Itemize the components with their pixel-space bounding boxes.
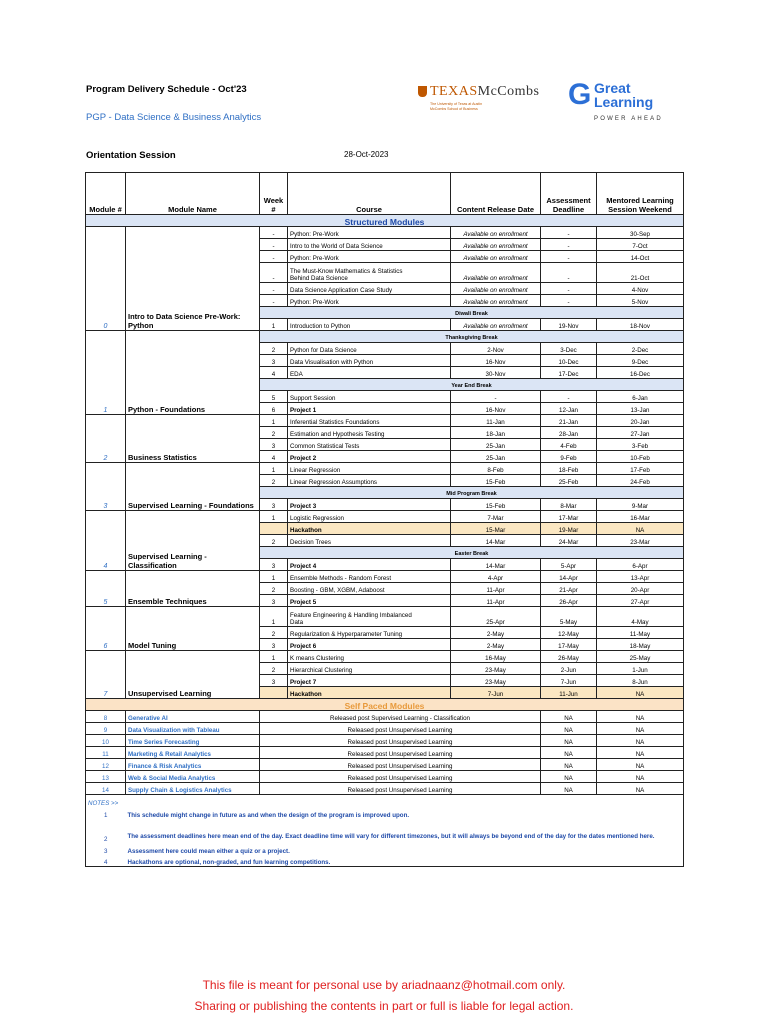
mentored-session-date: 23-Mar: [597, 535, 684, 547]
course-name: [288, 263, 451, 283]
content-release-date: 8-Feb: [451, 463, 541, 475]
week-number: -: [260, 251, 288, 263]
week-number: 1: [260, 571, 288, 583]
module-name: Time Series Forecasting: [126, 735, 260, 747]
mentored-session-date: 6-Jan: [597, 391, 684, 403]
structured-modules-heading: Structured Modules: [86, 215, 684, 227]
mentored-session-date: NA: [597, 771, 684, 783]
mentored-session-date: NA: [597, 687, 684, 699]
module-name: Supervised Learning - Classification: [126, 511, 260, 571]
assessment-deadline: NA: [541, 783, 597, 795]
col-week: Week #: [260, 173, 288, 215]
table-header-row: [86, 173, 684, 215]
course-name: Python: Pre-Work: [288, 227, 451, 239]
mentored-session-date: 9-Dec: [597, 355, 684, 367]
mentored-session-date: 30-Sep: [597, 227, 684, 239]
module-name: Python - Foundations: [126, 331, 260, 415]
content-release-date: Available on enrollment: [451, 251, 541, 263]
mentored-session-date: NA: [597, 735, 684, 747]
texas-small-line1: The University of Texas at Austin: [430, 102, 483, 106]
module-name: Supervised Learning - Foundations: [126, 463, 260, 511]
table-row: [86, 511, 684, 523]
table-row: [86, 735, 684, 747]
footer-notice-line2: Sharing or publishing the contents in part or full is liable for legal action.: [194, 999, 574, 1013]
note-text: Assessment here could mean either a quiz or a project.: [126, 843, 684, 855]
content-release-date: 30-Nov: [451, 367, 541, 379]
col-mentored-session: Mentored Learning Session Weekend: [597, 173, 684, 215]
texas-small-line2: McCombs School of Business: [430, 107, 478, 111]
release-note: Released post Unsupervised Learning: [260, 783, 541, 795]
course-name: Estimation and Hypothesis Testing: [288, 427, 451, 439]
assessment-deadline: 19-Mar: [541, 523, 597, 535]
course-name: Ensemble Methods - Random Forest: [288, 571, 451, 583]
content-release-date: 25-Apr: [451, 607, 541, 627]
course-name: Common Statistical Tests: [288, 439, 451, 451]
great-learning-logo: [568, 78, 678, 126]
course-name: Linear Regression: [288, 463, 451, 475]
col-course: Course: [288, 173, 451, 215]
mentored-session-date: NA: [597, 783, 684, 795]
week-number: -: [260, 295, 288, 307]
week-number: 2: [260, 475, 288, 487]
week-number: 5: [260, 391, 288, 403]
content-release-date: 4-Apr: [451, 571, 541, 583]
mentored-session-date: NA: [597, 759, 684, 771]
course-name: Python: Pre-Work: [288, 251, 451, 263]
course-name: Data Science Application Case Study: [288, 283, 451, 295]
module-name: Generative AI: [126, 711, 260, 723]
assessment-deadline: 7-Jun: [541, 675, 597, 687]
course-name: Regularization & Hyperparameter Tuning: [288, 627, 451, 639]
note-number: 2: [86, 819, 126, 843]
week-number: 1: [260, 651, 288, 663]
break-label: Thanksgiving Break: [260, 331, 684, 343]
course-name: Python: Pre-Work: [288, 295, 451, 307]
week-number: -: [260, 239, 288, 251]
module-name: Unsupervised Learning: [126, 651, 260, 699]
great-learning-tagline: POWER AHEAD: [594, 116, 663, 122]
assessment-deadline: 24-Mar: [541, 535, 597, 547]
week-number: 2: [260, 583, 288, 595]
assessment-deadline: 8-Mar: [541, 499, 597, 511]
table-row: [86, 331, 684, 343]
texas-shield-icon: [418, 86, 427, 97]
assessment-deadline: 18-Feb: [541, 463, 597, 475]
assessment-deadline: NA: [541, 771, 597, 783]
release-note: Released post Supervised Learning - Classification: [260, 711, 541, 723]
mentored-session-date: NA: [597, 711, 684, 723]
mentored-session-date: 11-May: [597, 627, 684, 639]
mentored-session-date: 27-Apr: [597, 595, 684, 607]
assessment-deadline: 26-May: [541, 651, 597, 663]
mentored-session-date: 4-Nov: [597, 283, 684, 295]
assessment-deadline: 17-Dec: [541, 367, 597, 379]
content-release-date: 16-May: [451, 651, 541, 663]
assessment-deadline: 17-Mar: [541, 511, 597, 523]
content-release-date: Available on enrollment: [451, 295, 541, 307]
note-item: [86, 819, 684, 843]
week-number: [260, 687, 288, 699]
texas-word: TEXAS: [430, 84, 478, 99]
course-name-line2: Data: [290, 619, 304, 626]
table-row: [86, 415, 684, 427]
mentored-session-date: 20-Jan: [597, 415, 684, 427]
assessment-deadline: 5-May: [541, 607, 597, 627]
release-note: Released post Unsupervised Learning: [260, 735, 541, 747]
mentored-session-date: 13-Jan: [597, 403, 684, 415]
content-release-date: 25-Jan: [451, 451, 541, 463]
note-text: This schedule might change in future as and when the design of the program is improved upon.: [126, 807, 684, 819]
assessment-deadline: 17-May: [541, 639, 597, 651]
week-number: 4: [260, 451, 288, 463]
mentored-session-date: 9-Mar: [597, 499, 684, 511]
table-row: [86, 759, 684, 771]
module-number: 4: [86, 511, 126, 571]
week-number: 3: [260, 595, 288, 607]
course-name: Support Session: [288, 391, 451, 403]
assessment-deadline: NA: [541, 711, 597, 723]
module-number: 6: [86, 607, 126, 651]
mentored-session-date: 4-May: [597, 607, 684, 627]
table-row: [86, 227, 684, 239]
self-paced-modules-heading: Self Paced Modules: [86, 699, 684, 711]
mentored-session-date: 18-Nov: [597, 319, 684, 331]
week-number: 1: [260, 511, 288, 523]
module-name: Model Tuning: [126, 607, 260, 651]
mentored-session-date: 2-Dec: [597, 343, 684, 355]
course-name: Python for Data Science: [288, 343, 451, 355]
table-row: [86, 747, 684, 759]
mccombs-word: McCombs: [477, 84, 540, 99]
content-release-date: Available on enrollment: [451, 319, 541, 331]
course-name: Linear Regression Assumptions: [288, 475, 451, 487]
assessment-deadline: NA: [541, 735, 597, 747]
assessment-deadline: 21-Apr: [541, 583, 597, 595]
mentored-session-date: 5-Nov: [597, 295, 684, 307]
course-name: EDA: [288, 367, 451, 379]
course-name: [288, 607, 451, 627]
content-release-date: 2-May: [451, 639, 541, 651]
assessment-deadline: -: [541, 295, 597, 307]
release-note: Released post Unsupervised Learning: [260, 759, 541, 771]
content-release-date: 2-May: [451, 627, 541, 639]
course-name: Project 5: [288, 595, 451, 607]
mentored-session-date: 18-May: [597, 639, 684, 651]
week-number: [260, 523, 288, 535]
table-row: [86, 571, 684, 583]
content-release-date: 2-Nov: [451, 343, 541, 355]
footer-notice-line1: This file is meant for personal use by ariadnaanz@hotmail.com only.: [202, 978, 566, 992]
great-learning-wordmark: Great Learning: [594, 80, 654, 110]
mentored-session-date: 7-Oct: [597, 239, 684, 251]
week-number: 3: [260, 355, 288, 367]
course-name: Project 4: [288, 559, 451, 571]
mentored-session-date: 17-Feb: [597, 463, 684, 475]
content-release-date: -: [451, 391, 541, 403]
module-number: 5: [86, 571, 126, 607]
course-name: Project 7: [288, 675, 451, 687]
week-number: 6: [260, 403, 288, 415]
content-release-date: 15-Feb: [451, 499, 541, 511]
content-release-date: 11-Jan: [451, 415, 541, 427]
table-row: [86, 771, 684, 783]
mentored-session-date: 27-Jan: [597, 427, 684, 439]
assessment-deadline: 25-Feb: [541, 475, 597, 487]
assessment-deadline: -: [541, 239, 597, 251]
mentored-session-date: 24-Feb: [597, 475, 684, 487]
break-label: Mid Program Break: [260, 487, 684, 499]
content-release-date: 14-Mar: [451, 559, 541, 571]
release-note: Released post Unsupervised Learning: [260, 747, 541, 759]
notes-label: NOTES >>: [86, 795, 684, 807]
mentored-session-date: 20-Apr: [597, 583, 684, 595]
module-number: 10: [86, 735, 126, 747]
texas-mccombs-logo: [418, 84, 552, 118]
module-number: 11: [86, 747, 126, 759]
content-release-date: Available on enrollment: [451, 263, 541, 283]
module-number: 13: [86, 771, 126, 783]
week-number: 2: [260, 535, 288, 547]
week-number: 2: [260, 343, 288, 355]
module-number: 9: [86, 723, 126, 735]
note-number: 1: [86, 807, 126, 819]
table-row: [86, 463, 684, 475]
col-content-release: Content Release Date: [451, 173, 541, 215]
break-label: Diwali Break: [260, 307, 684, 319]
assessment-deadline: -: [541, 391, 597, 403]
course-name: Boosting - GBM, XGBM, Adaboost: [288, 583, 451, 595]
content-release-date: 18-Jan: [451, 427, 541, 439]
module-number: 3: [86, 463, 126, 511]
week-number: 3: [260, 559, 288, 571]
week-number: -: [260, 263, 288, 283]
course-name: Project 3: [288, 499, 451, 511]
course-name: Project 1: [288, 403, 451, 415]
assessment-deadline: -: [541, 283, 597, 295]
note-number: 4: [86, 855, 126, 867]
assessment-deadline: 28-Jan: [541, 427, 597, 439]
course-name-line1: Feature Engineering & Handling Imbalanced: [290, 612, 412, 619]
content-release-date: 11-Apr: [451, 583, 541, 595]
course-name: Hackathon: [288, 687, 451, 699]
mentored-session-date: 3-Feb: [597, 439, 684, 451]
week-number: 4: [260, 367, 288, 379]
col-module-name: Module Name: [126, 173, 260, 215]
assessment-deadline: NA: [541, 759, 597, 771]
week-number: 3: [260, 439, 288, 451]
break-label: Easter Break: [260, 547, 684, 559]
module-name: Supply Chain & Logistics Analytics: [126, 783, 260, 795]
table-row: [86, 651, 684, 663]
assessment-deadline: NA: [541, 723, 597, 735]
mentored-session-date: 21-Oct: [597, 263, 684, 283]
module-name: Data Visualization with Tableau: [126, 723, 260, 735]
content-release-date: Available on enrollment: [451, 283, 541, 295]
week-number: 1: [260, 415, 288, 427]
course-name: Project 2: [288, 451, 451, 463]
mentored-session-date: 25-May: [597, 651, 684, 663]
content-release-date: 23-May: [451, 663, 541, 675]
course-name-line2: Behind Data Science: [290, 275, 348, 282]
note-item: [86, 843, 684, 855]
assessment-deadline: 19-Nov: [541, 319, 597, 331]
course-name: K means Clustering: [288, 651, 451, 663]
assessment-deadline: 5-Apr: [541, 559, 597, 571]
assessment-deadline: 9-Feb: [541, 451, 597, 463]
course-name: Inferential Statistics Foundations: [288, 415, 451, 427]
release-note: Released post Unsupervised Learning: [260, 771, 541, 783]
assessment-deadline: 3-Dec: [541, 343, 597, 355]
week-number: 2: [260, 663, 288, 675]
mentored-session-date: 10-Feb: [597, 451, 684, 463]
content-release-date: 16-Nov: [451, 403, 541, 415]
mentored-session-date: NA: [597, 747, 684, 759]
week-number: 3: [260, 675, 288, 687]
mentored-session-date: 16-Mar: [597, 511, 684, 523]
assessment-deadline: 2-Jun: [541, 663, 597, 675]
week-number: -: [260, 283, 288, 295]
week-number: 3: [260, 639, 288, 651]
assessment-deadline: 12-May: [541, 627, 597, 639]
break-label: Year End Break: [260, 379, 684, 391]
orientation-date: 28-Oct-2023: [344, 150, 389, 159]
content-release-date: Available on enrollment: [451, 239, 541, 251]
col-assessment-deadline: Assessment Deadline: [541, 173, 597, 215]
assessment-deadline: 11-Jun: [541, 687, 597, 699]
release-note: Released post Unsupervised Learning: [260, 723, 541, 735]
content-release-date: 14-Mar: [451, 535, 541, 547]
content-release-date: 11-Apr: [451, 595, 541, 607]
content-release-date: 15-Feb: [451, 475, 541, 487]
content-release-date: 7-Mar: [451, 511, 541, 523]
note-number: 3: [86, 843, 126, 855]
assessment-deadline: -: [541, 251, 597, 263]
mentored-session-date: NA: [597, 723, 684, 735]
schedule-table: [85, 172, 684, 867]
module-number: 2: [86, 415, 126, 463]
content-release-date: Available on enrollment: [451, 227, 541, 239]
assessment-deadline: 10-Dec: [541, 355, 597, 367]
note-item: [86, 807, 684, 819]
content-release-date: 23-May: [451, 675, 541, 687]
assessment-deadline: 12-Jan: [541, 403, 597, 415]
note-text: The assessment deadlines here mean end of the day. Exact deadline time will vary for different timezones, but it will always be beyond end of the day for the dates mentioned here.: [126, 819, 684, 843]
assessment-deadline: 26-Apr: [541, 595, 597, 607]
module-number: 1: [86, 331, 126, 415]
note-item: [86, 855, 684, 867]
course-name: Intro to the World of Data Science: [288, 239, 451, 251]
week-number: 1: [260, 463, 288, 475]
course-name: Hackathon: [288, 523, 451, 535]
week-number: 3: [260, 499, 288, 511]
module-number: 14: [86, 783, 126, 795]
module-number: 0: [86, 227, 126, 331]
module-number: 8: [86, 711, 126, 723]
table-row: [86, 607, 684, 627]
content-release-date: 7-Jun: [451, 687, 541, 699]
assessment-deadline: 14-Apr: [541, 571, 597, 583]
page-title: Program Delivery Schedule - Oct'23: [86, 84, 247, 95]
table-row: [86, 723, 684, 735]
course-name: Hierarchical Clustering: [288, 663, 451, 675]
week-number: -: [260, 227, 288, 239]
module-name: Marketing & Retail Analytics: [126, 747, 260, 759]
week-number: 2: [260, 427, 288, 439]
week-number: 1: [260, 607, 288, 627]
course-name: Introduction to Python: [288, 319, 451, 331]
orientation-label: Orientation Session: [86, 150, 176, 161]
module-name: Intro to Data Science Pre-Work: Python: [126, 227, 260, 331]
course-name: Project 6: [288, 639, 451, 651]
week-number: 2: [260, 627, 288, 639]
course-name: Logistic Regression: [288, 511, 451, 523]
great-learning-mark-icon: G: [568, 78, 592, 111]
table-row: [86, 783, 684, 795]
assessment-deadline: 4-Feb: [541, 439, 597, 451]
mentored-session-date: 16-Dec: [597, 367, 684, 379]
mentored-session-date: 14-Oct: [597, 251, 684, 263]
table-row: [86, 711, 684, 723]
program-subtitle: PGP - Data Science & Business Analytics: [86, 112, 262, 123]
course-name: Decision Trees: [288, 535, 451, 547]
content-release-date: 16-Nov: [451, 355, 541, 367]
module-number: 7: [86, 651, 126, 699]
module-name: Ensemble Techniques: [126, 571, 260, 607]
mentored-session-date: 8-Jun: [597, 675, 684, 687]
module-name: Business Statistics: [126, 415, 260, 463]
module-name: Web & Social Media Analytics: [126, 771, 260, 783]
mentored-session-date: 6-Apr: [597, 559, 684, 571]
module-name: Finance & Risk Analytics: [126, 759, 260, 771]
mentored-session-date: 1-Jun: [597, 663, 684, 675]
col-module-num: Module #: [86, 173, 126, 215]
assessment-deadline: NA: [541, 747, 597, 759]
assessment-deadline: -: [541, 263, 597, 283]
content-release-date: 15-Mar: [451, 523, 541, 535]
content-release-date: 25-Jan: [451, 439, 541, 451]
week-number: 1: [260, 319, 288, 331]
mentored-session-date: 13-Apr: [597, 571, 684, 583]
course-name-line1: The Must-Know Mathematics & Statistics: [290, 268, 403, 275]
assessment-deadline: -: [541, 227, 597, 239]
course-name: Data Visualisation with Python: [288, 355, 451, 367]
assessment-deadline: 21-Jan: [541, 415, 597, 427]
mentored-session-date: NA: [597, 523, 684, 535]
note-text: Hackathons are optional, non-graded, and fun learning competitions.: [126, 855, 684, 867]
module-number: 12: [86, 759, 126, 771]
